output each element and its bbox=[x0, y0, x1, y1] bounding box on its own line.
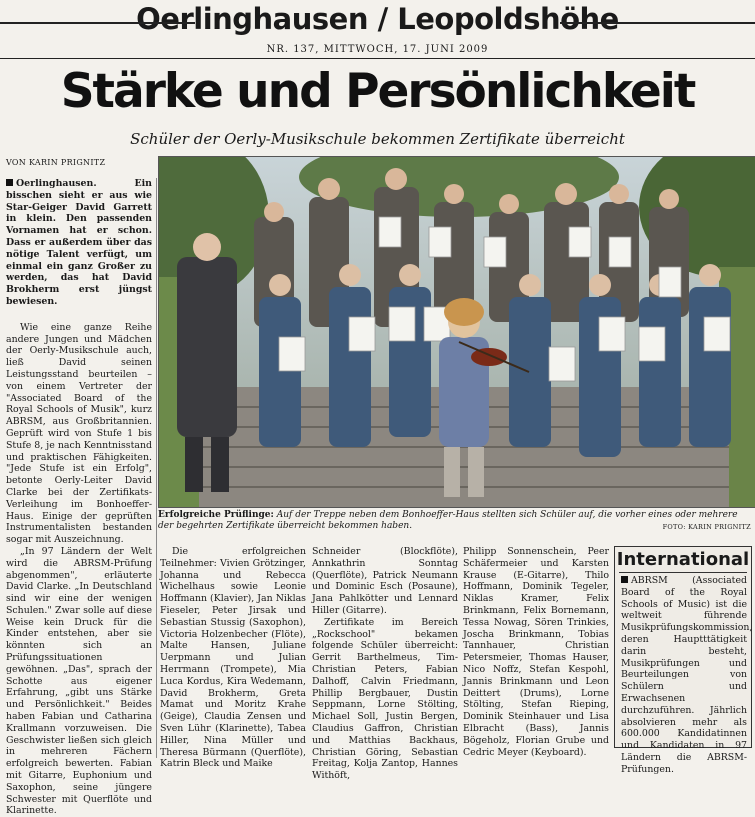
column-4 bbox=[463, 546, 609, 758]
issue-rule bbox=[0, 58, 755, 59]
info-box-title: International bbox=[616, 549, 750, 570]
body-paragraph: „In 97 Ländern der Welt wird die ABRSM-Prüfung abgenommen", erläuterte David Clarke. „In Deutschland sind wir eine der wenigen Schulen." Zwar solle auf diese Weise kein Druck für die Kinder entstehen, aber sie könnten sich an Prüfungssituationen gewöhnen. „Das", sprach der Schotte aus eigener Erfahrung, „gibt uns Stärke und Persönlichkeit." Beides haben Fabian und Catharina Krallmann vorzuweisen. Die Geschwister ließen sich gleich in mehreren Fächern erfolgreich bewerten. Fabian mit Gitarre, Euphonium und Saxophon, seine jüngere Schwester mit Querflöte und Klarinette. bbox=[6, 545, 152, 817]
header-rule-left bbox=[0, 22, 195, 24]
body-paragraph: Zertifikate im Bereich „Rockschool" bekamen folgende Schüler überreicht: Gerrit Barthelmeus, Tim-Christian Peters, Fabian Dalhoff, Calvin Friedmann, Phillip Bergbauer, Dustin Seppmann, Lorne Stölting, Michael Soll, Justin Bergen, Claudius Gaffron, Christian und Matthias Backhaus, Christian Göring, Sebastian Freitag, Kolja Zantop, Hannes Withöft, bbox=[312, 616, 458, 782]
subheadline: Schüler der Oerly-Musikschule bekommen Zertifikate überreicht bbox=[130, 130, 625, 148]
body-paragraph: Schneider (Blockflöte), Annkathrin Sonntag (Querflöte), Patrick Neumann und Dominic Esch (Posaune), Jana Pahlkötter und Lennard Hiller (Gitarre). bbox=[312, 546, 458, 616]
body-paragraph: Philipp Sonnenschein, Peer Schäfermeier und Karsten Krause (E-Gitarre), Thilo Hoffmann, Dominik Tegeler, Niklas Kramer, Felix Brinkmann, Felix Bornemann, Tessa Nowag, Sören Trinkies, Joscha Brinkmann, Tobias Tannhauer, Christian Petersmeier, Thomas Hauser, Nico Noffz, Stefan Kespohl, Jannis Brinkmann und Leon Deittert (Drums), Lorne Stölting, Stefan Rieping, Dominik Steinhauer und Lisa Elbracht (Bass), Jannis Bögeholz, Florian Grube und Cedric Meyer (Keyboard). bbox=[463, 546, 609, 758]
column-3 bbox=[312, 546, 458, 782]
bullet-icon bbox=[6, 179, 13, 186]
header-rule-right bbox=[560, 22, 755, 24]
lead-paragraph: Oerlinghausen. Ein bisschen sieht er aus wie Star-Geiger David Garrett in klein. Den passenden Vornamen hat er schon. Dass er außerdem über das nötige Talent verfügt, um einmal ein ganz Großer zu werden, das hat David Brokherm erst jüngst bewiesen. bbox=[6, 178, 152, 307]
photo-credit: FOTO: KARIN PRIGNITZ bbox=[662, 523, 751, 531]
body-paragraph: Wie eine ganze Reihe andere Jungen und Mädchen der Oerly-Musikschule auch, ließ David seinen Leistungsstand beurteilen – von einem Vertreter der "Associated Board of the Royal Schools of Musik", kurz ABRSM, aus Großbritannien. Geprüft wird von Stufe 1 bis Stufe 8, je nach Kenntnisstand und praktischen Fähigkeiten. "Jede Stufe ist ein Erfolg", betonte Oerly-Leiter David Clarke bei der Zertifikats-Verleihung im Bonhoeffer-Haus. Einige der geprüften Instrumentalisten bestanden sogar mit Auszeichnung. bbox=[6, 321, 152, 546]
info-box-rule bbox=[619, 572, 747, 573]
photo-illustration bbox=[159, 157, 755, 507]
issue-line: NR. 137, MITTWOCH, 17. JUNI 2009 bbox=[266, 44, 489, 55]
caption-label: Erfolgreiche Prüflinge: bbox=[158, 510, 274, 520]
group-photo bbox=[158, 156, 755, 508]
participants-paragraph: Die erfolgreichen Teilnehmer: Vivien Grötzinger, Johanna und Rebecca Wichelhaus sowie Leonie Hoffmann (Klavier), Jan Niklas Fieseler, Peter Jirsak und Sebastian Stussig (Saxophon), Victoria Holzenbecher (Flöte), Malte Hansen, Juliane Uerpmann und Julian Herrmann (Trompete), Mia Luca Kordus, Kira Wedemann, David Brokherm, Greta Mamat und Moritz Krahe (Geige), Claudia Zensen und Sven Lühr (Klarinette), Tabea Hiller, Nina Müller und Theresa Bürmann (Querflöte), Katrin Bleck und Maike bbox=[160, 546, 306, 770]
byline: VON KARIN PRIGNITZ bbox=[6, 158, 106, 167]
info-box-body: ABRSM (Associated Board of the Royal Schools of Music) ist die weltweit führende Musikprüfungskommission, deren Hauptttätigkeit darin besteht, Musikprüfungen und Beurteilungen von Schülern und Erwachsenen durchzuführen. Jährlich absolvieren mehr als 600.000 Kandidatinnen und Kandidaten in 97 Ländern die ABRSM-Prüfungen. bbox=[621, 575, 753, 775]
headline: Stärke und Persönlichkeit bbox=[60, 64, 695, 119]
caption-text: Auf der Treppe neben dem Bonhoeffer-Haus stellten sich Schüler auf, die vorher eines oder mehrere der begehrten Zertifikate überreicht bekommen haben. bbox=[158, 510, 738, 531]
section-title: Oerlinghausen / Leopoldshöhe bbox=[136, 2, 619, 36]
column-divider bbox=[156, 178, 157, 758]
info-box bbox=[614, 546, 753, 775]
column-2 bbox=[160, 546, 306, 770]
column-1 bbox=[6, 178, 152, 817]
bullet-icon bbox=[621, 576, 628, 583]
